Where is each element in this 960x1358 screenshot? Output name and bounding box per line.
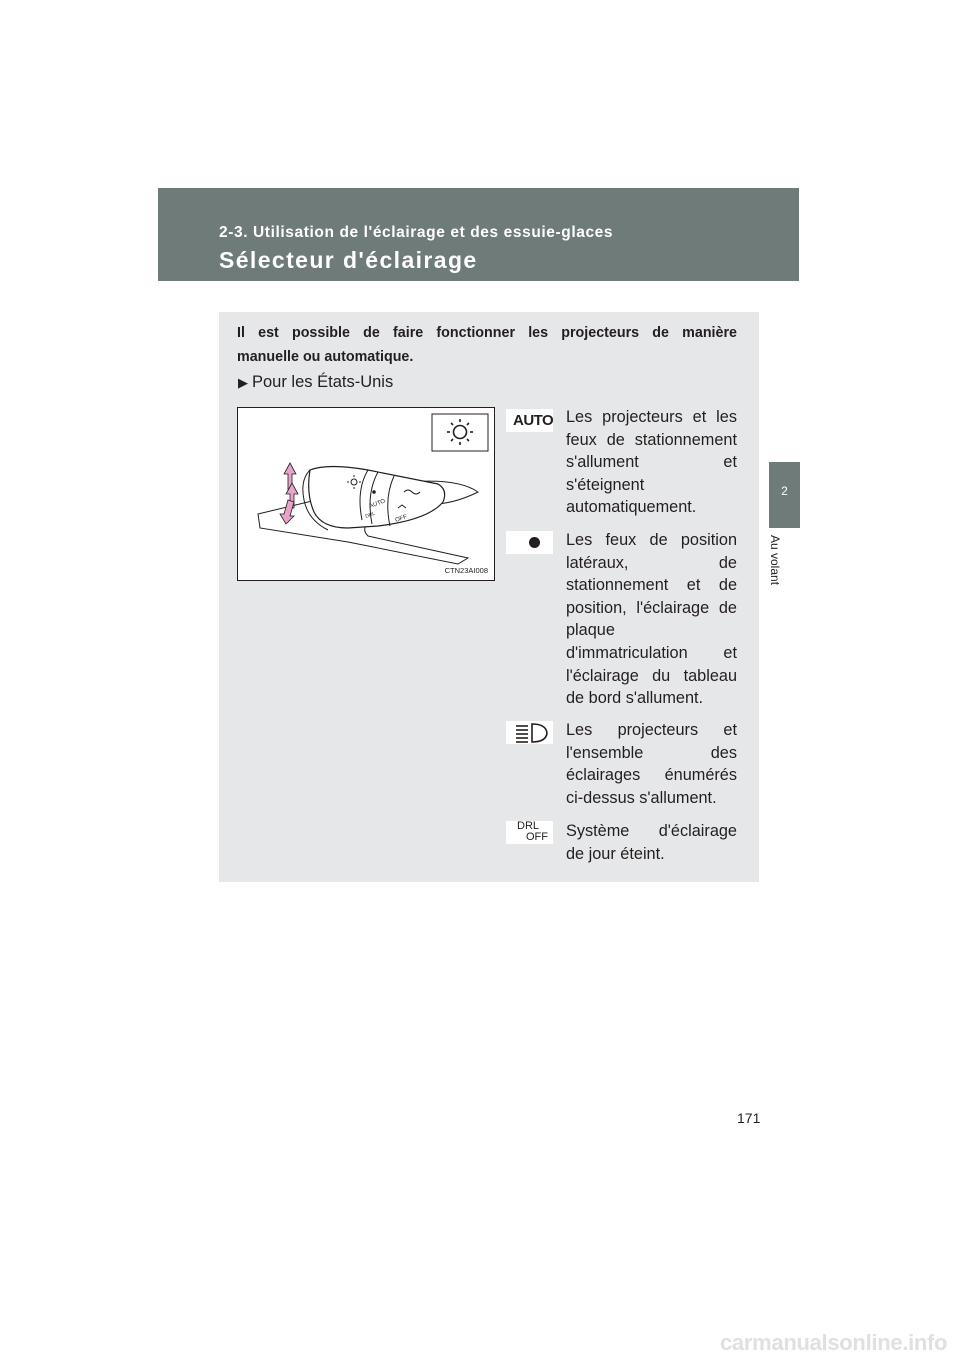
auto-icon [506, 409, 553, 432]
triangle-arrow-icon: ▶ [238, 375, 248, 390]
auto-icon-text: AUTO [513, 412, 554, 429]
page-title: Sélecteur d'éclairage [219, 247, 478, 273]
light-switch-drawing [238, 408, 494, 580]
page-number: 171 [737, 1110, 761, 1126]
region-label: Pour les États-Unis [252, 373, 394, 391]
chapter-tab-number: 2 [781, 484, 788, 498]
drl-icon-text: DRL [517, 820, 540, 832]
figure-code: CTN23AI008 [444, 566, 488, 575]
item-line: Les feux de position [566, 531, 737, 549]
item-line: Système d'éclairage [566, 822, 737, 840]
item-line: de jour éteint. [566, 844, 665, 863]
item-line: s'éteignent [566, 475, 645, 494]
light-switch-illustration [237, 407, 495, 581]
item-line: l'éclairage du tableau [566, 666, 737, 685]
dot-shape [529, 537, 540, 548]
item-line: automatiquement. [566, 498, 697, 517]
item-line: stationnement et de [566, 576, 737, 595]
switch-label-drl: DRL [364, 510, 377, 520]
item-auto-description [566, 406, 737, 519]
intro-line-2: manuelle ou automatique. [237, 349, 414, 365]
item-line: plaque [566, 621, 615, 640]
item-line: d'immatriculation et [566, 643, 737, 662]
item-line: s'allument et [566, 453, 737, 472]
item-line: éclairages énumérés [566, 766, 737, 785]
item-line: latéraux, de [566, 553, 737, 572]
chapter-tab-label-text: Au volant [768, 535, 782, 586]
item-parking-description [566, 529, 737, 710]
item-line: ci-dessus s'allument. [566, 788, 717, 807]
region-heading [238, 373, 393, 392]
item-line: Les projecteurs et les [566, 408, 737, 426]
parking-light-dot-icon [506, 531, 553, 554]
chapter-tab [769, 462, 800, 528]
intro-line-1: Il est possible de faire fonctionner les projecteurs de manière [237, 325, 737, 341]
item-line: l'ensemble des [566, 743, 737, 762]
item-drl-description [566, 820, 737, 865]
switch-label-auto: AUTO [368, 498, 387, 510]
headlight-symbol [506, 721, 553, 744]
watermark: carmanualsonline.info [720, 1330, 948, 1355]
drl-off-icon [506, 821, 553, 844]
chapter-tab-label [768, 535, 792, 605]
item-line: feux de stationnement [566, 430, 737, 449]
chapter-header [158, 188, 799, 281]
switch-label-off: OFF [394, 514, 408, 524]
item-headlight-description [566, 719, 737, 809]
off-icon-text: OFF [526, 831, 548, 843]
item-line: Les projecteurs et [566, 721, 737, 739]
item-line: de bord s'allument. [566, 689, 704, 708]
headlight-icon [506, 721, 553, 744]
item-line: position, l'éclairage de [566, 598, 737, 617]
intro-paragraph [237, 321, 737, 369]
section-title: 2-3. Utilisation de l'éclairage et des essuie-glaces [219, 224, 614, 241]
